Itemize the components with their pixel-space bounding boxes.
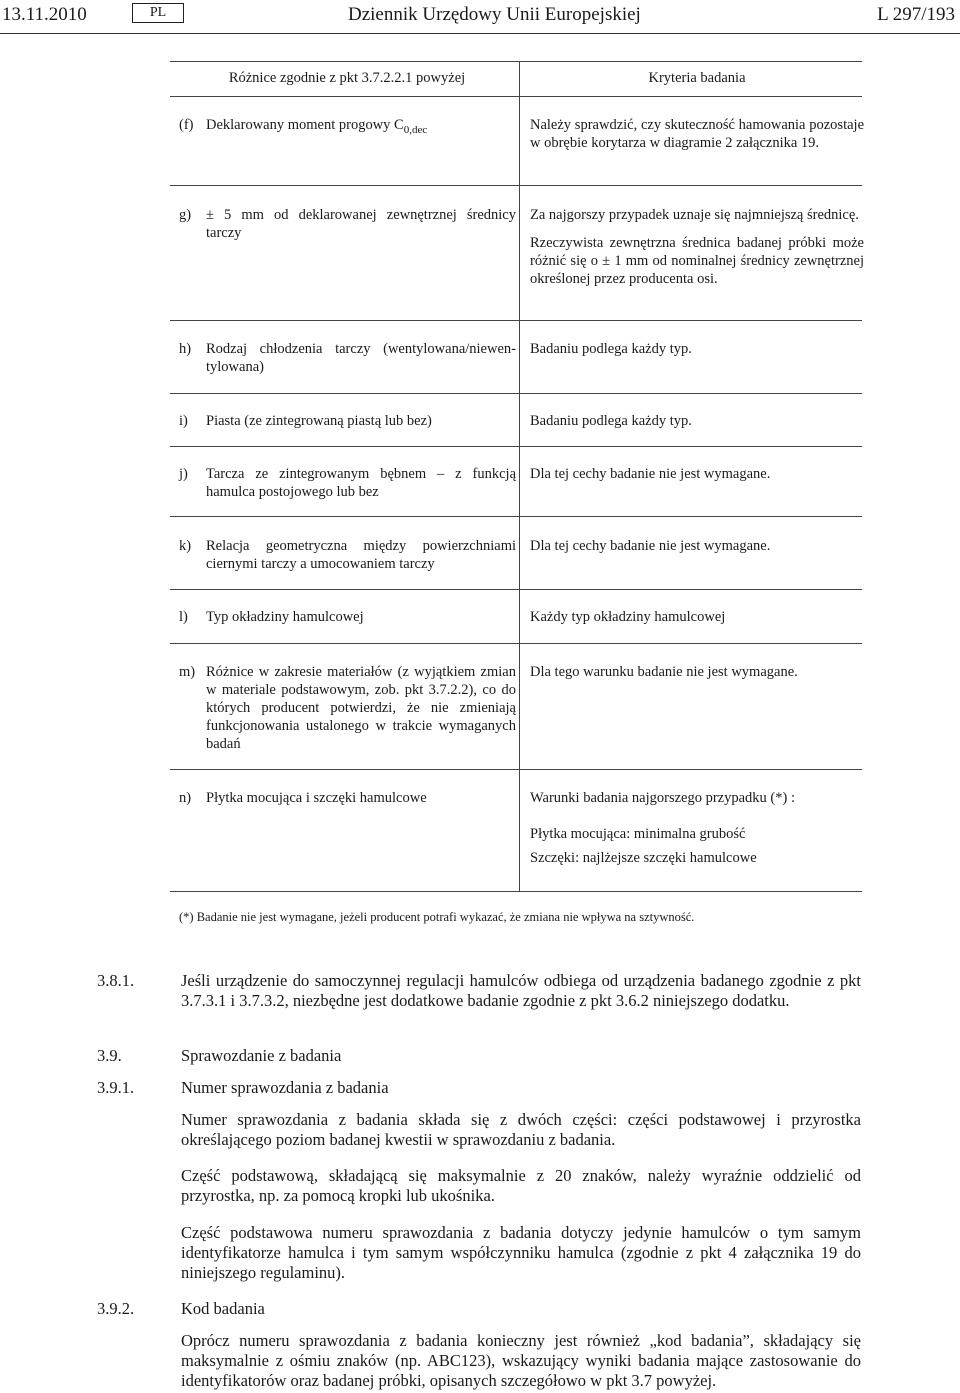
table-rule	[170, 891, 862, 892]
row-letter: (f)	[179, 117, 194, 133]
criteria-text: Dla tej cechy badanie nie jest wymagane.	[530, 538, 771, 554]
criteria-text: Dla tego warunku badanie nie jest wymagane.	[530, 664, 798, 680]
row-criteria	[530, 608, 864, 626]
criteria-text: Dla tej cechy badanie nie jest wymagane.	[530, 466, 771, 482]
row-difference: Piasta (ze zintegrowaną piastą lub bez)	[206, 413, 432, 429]
row-difference: Tarcza ze zintegrowanym bębnem – z funkcją hamulca postojowego lub bez	[206, 466, 516, 500]
section-number: 3.9.1.	[97, 1078, 135, 1097]
criteria-text: Szczęki: najlżejsze szczęki hamulcowe	[530, 850, 757, 866]
criteria-text: Badaniu podlega każdy typ.	[530, 341, 692, 357]
table-rule	[170, 320, 862, 321]
row-letter: k)	[179, 538, 192, 554]
row-difference: Różnice w zakresie materiałów (z wyjątkiem zmian w materiale podstawowym, zob. pkt 3.7.2.2), co do których producent potwierdzi, że nie zmieniają funkcjonowania ustalonego w trakcie wymaganych badań	[206, 664, 516, 752]
row-criteria	[530, 412, 864, 430]
criteria-text: Za najgorszy przypadek uznaje się najmniejszą średnicę.	[530, 207, 859, 223]
table-rule	[170, 643, 862, 644]
table-rule	[170, 446, 862, 447]
row-letter: j)	[179, 466, 188, 482]
section-number: 3.8.1.	[97, 971, 135, 990]
table-rule	[170, 61, 862, 62]
row-criteria	[530, 206, 864, 288]
section-number: 3.9.	[97, 1046, 122, 1065]
row-letter: m)	[179, 664, 196, 680]
row-criteria	[530, 663, 864, 681]
row-letter: h)	[179, 341, 192, 357]
table-rule	[170, 185, 862, 186]
page-reference: L 297/193	[877, 4, 955, 25]
row-criteria	[530, 116, 864, 152]
row-difference: Typ okładziny hamulcowej	[206, 609, 364, 625]
row-letter: g)	[179, 207, 192, 223]
table-rule	[170, 516, 862, 517]
row-difference: Relacja geometryczna między powierzchniami ciernymi tarczy a umocowaniem tarczy	[206, 538, 516, 572]
criteria-text: Płytka mocująca: minimalna grubość	[530, 826, 746, 842]
row-difference-subscript: 0,dec	[403, 123, 428, 136]
table-rule	[170, 769, 862, 770]
criteria-text: Rzeczywista zewnętrzna średnica badanej próbki może różnić się o ± 1 mm od nominalnej średnicy zewnętrznej określonej przez producenta osi.	[530, 235, 864, 287]
journal-title: Dziennik Urzędowy Unii Europejskiej	[348, 4, 641, 25]
row-letter: n)	[179, 790, 192, 806]
criteria-text: Każdy typ okładziny hamulcowej	[530, 609, 726, 625]
column-header-criteria: Kryteria badania	[648, 70, 746, 86]
header-rule	[0, 33, 960, 34]
row-criteria	[530, 465, 864, 483]
row-difference: ± 5 mm od deklarowanej zewnętrznej średnicy tarczy	[206, 207, 516, 241]
section-paragraph: Część podstawowa numeru sprawozdania z badania dotyczy jedynie hamulców o tym samym identyfikatorze hamulca i tym samym współczynniku hamulca (zgodnie z pkt 4 załącznika 19 do niniejszego regulaminu).	[181, 1223, 861, 1282]
publication-date: 13.11.2010	[2, 4, 87, 25]
table-rule	[170, 589, 862, 590]
column-header-differences: Różnice zgodnie z pkt 3.7.2.2.1 powyżej	[228, 70, 466, 86]
row-criteria	[530, 340, 864, 358]
row-letter: l)	[179, 609, 188, 625]
criteria-text: Należy sprawdzić, czy skuteczność hamowania pozostaje w obrębie korytarza w diagramie 2 załącznika 19.	[530, 117, 864, 151]
section-title: Numer sprawozdania z badania	[181, 1078, 389, 1097]
page-header	[0, 0, 960, 34]
section-title: Sprawozdanie z badania	[181, 1046, 342, 1065]
row-criteria	[530, 789, 864, 867]
column-divider	[519, 61, 520, 891]
criteria-text: Warunki badania najgorszego przypadku (*) :	[530, 790, 795, 806]
section-paragraph: Część podstawową, składającą się maksymalnie z 20 znaków, należy wyraźnie oddzielić od przyrostka, np. za pomocą kropki lub ukośnika.	[181, 1166, 861, 1205]
section-number: 3.9.2.	[97, 1299, 135, 1318]
row-difference: Rodzaj chłodzenia tarczy (wentylowana/niewentylowana)	[206, 341, 516, 375]
section-title: Kod badania	[181, 1299, 265, 1318]
section-paragraph: Oprócz numeru sprawozdania z badania konieczny jest również „kod badania”, składający się maksymalnie z ośmiu znaków (np. ABC123), wskazujący wyniki badania mające zastosowanie do identyfikatorów oraz badanej próbki, opisanych szczegółowo w pkt 3.7 powyżej.	[181, 1331, 861, 1390]
row-difference	[206, 116, 516, 139]
row-letter: i)	[179, 413, 188, 429]
table-rule	[170, 96, 862, 97]
row-criteria	[530, 537, 864, 555]
row-difference: Płytka mocująca i szczęki hamulcowe	[206, 790, 427, 806]
section-paragraph: Jeśli urządzenie do samoczynnej regulacji hamulców odbiega od urządzenia badanego zgodnie z pkt 3.7.3.1 i 3.7.3.2, niezbędne jest dodatkowe badanie zgodnie z pkt 3.6.2 niniejszego dodatku.	[181, 971, 861, 1010]
criteria-text: Badaniu podlega każdy typ.	[530, 413, 692, 429]
language-badge: PL	[132, 3, 184, 23]
row-difference-text: Deklarowany moment progowy C	[206, 117, 404, 133]
table-footnote: (*) Badanie nie jest wymagane, jeżeli producent potrafi wykazać, że zmiana nie wpływa na sztywność.	[179, 910, 695, 924]
table-rule	[170, 393, 862, 394]
section-paragraph: Numer sprawozdania z badania składa się z dwóch części: części podstawowej i przyrostka określającego poziom badanej kwestii w sprawozdaniu z badania.	[181, 1110, 861, 1149]
